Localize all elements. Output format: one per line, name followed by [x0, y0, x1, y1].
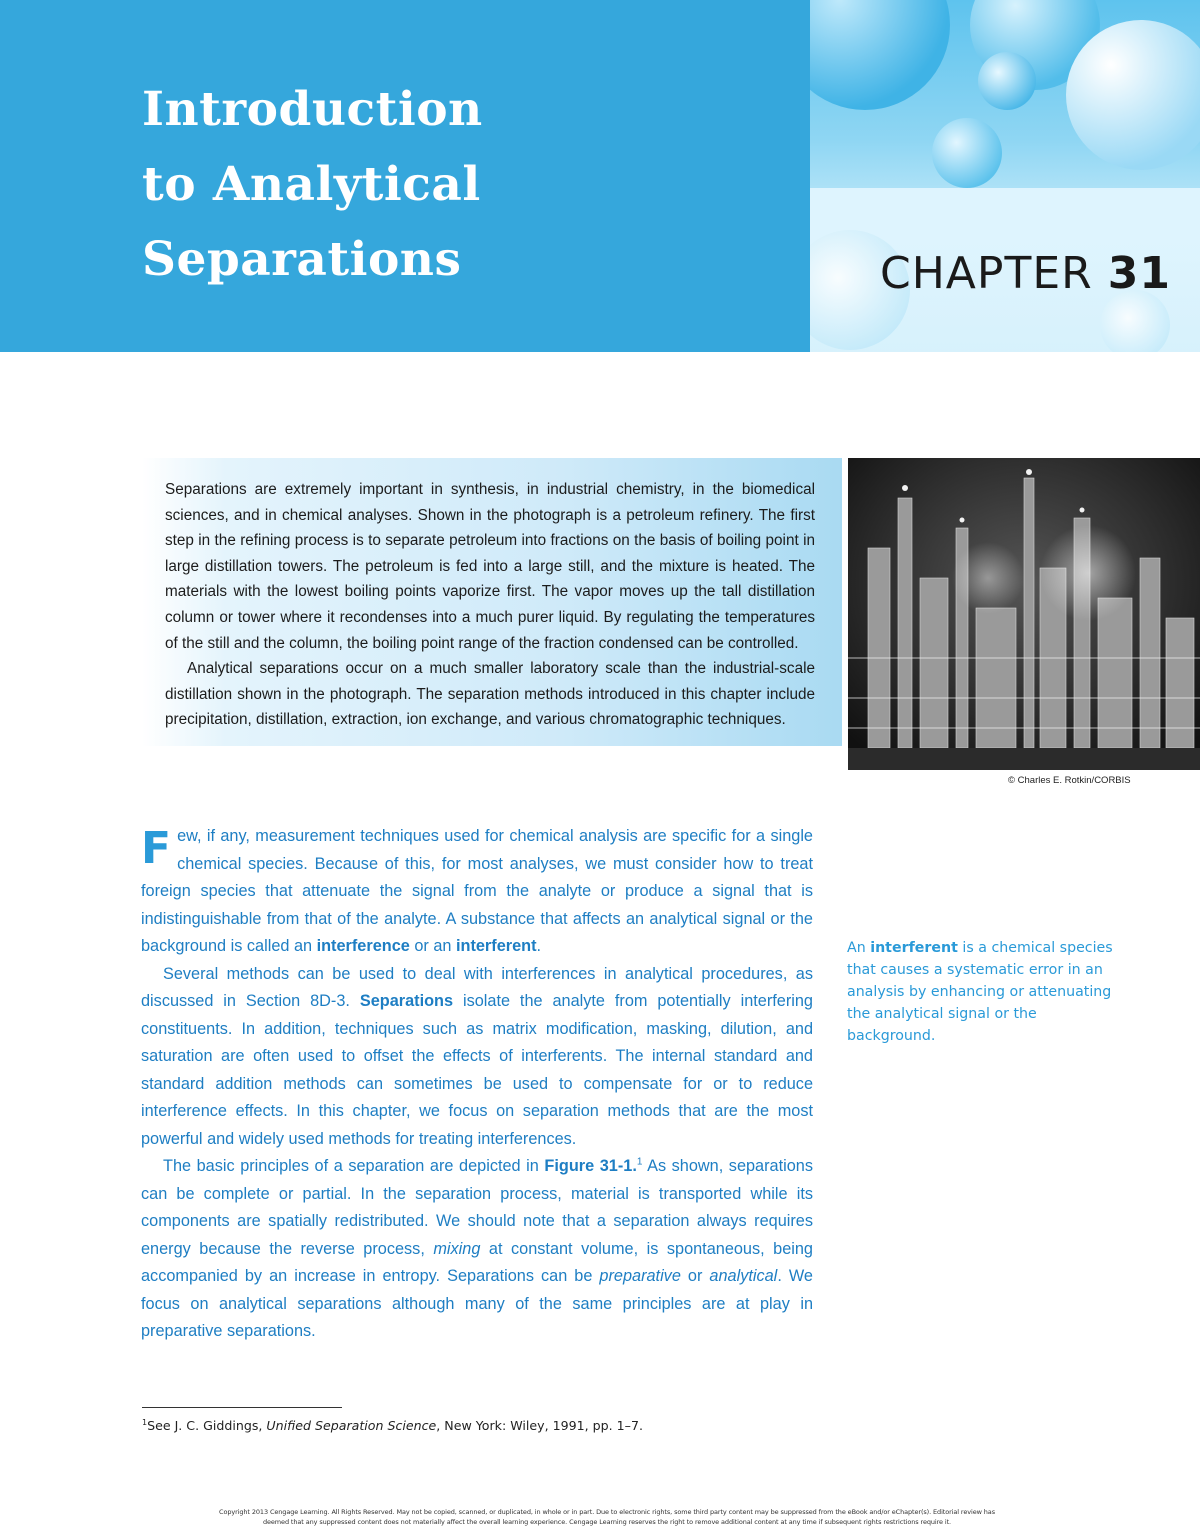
chapter-number [880, 248, 1171, 299]
text-run: at constant volume, is spontaneous, being accompanied by an increase in entropy. Separations can be [141, 1239, 813, 1285]
body-paragraph [141, 961, 813, 1154]
key-term: interferent [455, 937, 537, 955]
text-run: . We focus on analytical separations although many of the same principles are at play in preparative separations. [141, 1267, 813, 1340]
chapter-title-line: Introduction [142, 82, 483, 137]
intro-paragraph: Analytical separations occur on a much smaller laboratory scale than the industrial-scale distillation shown in the photograph. The separation methods introduced in this chapter include precipitation, distillation, extraction, ion exchange, and various chromatographic techniques. [165, 660, 815, 729]
chapter-title-line: to Analytical [142, 157, 481, 212]
text-run: See J. C. Giddings, [147, 1418, 267, 1433]
bubble-shape [810, 0, 950, 110]
emphasis: mixing [433, 1239, 481, 1258]
text-run: ew, if any, measurement techniques used for chemical analysis are specific for a single chemical species. Because of this, for most analyses, we must consider how to treat foreign species that attenuate the signal from the analyte or produce a signal that is indistinguishable from that of the analyte. A substance that affects an analytical signal or the background is called an [141, 827, 813, 955]
text-run: Several methods can be used to deal with interferences in analytical procedures, as discussed in Section 8D-3. [141, 964, 813, 1010]
text-run: or [680, 1267, 710, 1285]
bubble-shape [1066, 20, 1200, 170]
key-term: interferent [870, 940, 958, 956]
copyright-notice [112, 1507, 1102, 1527]
footnote-divider [142, 1407, 342, 1408]
figure-reference-link[interactable]: Figure 31-1. [544, 1157, 637, 1175]
chapter-label: CHAPTER [880, 248, 1093, 299]
chapter-title [142, 72, 483, 297]
intro-paragraph: Separations are extremely important in synthesis, in industrial chemistry, in the biomedical sciences, and in chemical analyses. Shown in the photograph is a petroleum refinery. The first step in the refining process is to separate petroleum into fractions on the basis of boiling point in large distillation towers. The petroleum is fed into a large still, and the mixture is heated. The materials with the lowest boiling points vaporize first. The vapor moves up the tall distillation column or tower where it recondenses into a much purer liquid. By regulating the temperatures of the still and the column, the boiling point range of the fraction condensed can be controlled. [165, 481, 815, 652]
text-run: is a chemical species that causes a systematic error in an analysis by enhancing or attenuating the analytical signal or the background. [847, 940, 1113, 1044]
copyright-line: deemed that any suppressed content does not materially affect the overall learning experience. Cengage Learning reserves the right to remove additional content at any time if subsequent rights restrictions require it. [262, 1518, 952, 1526]
intro-text [165, 477, 815, 733]
margin-definition-note [847, 937, 1127, 1047]
emphasis: preparative [599, 1267, 681, 1285]
cited-title: Unified Separation Science [266, 1418, 437, 1433]
text-run: , New York: Wiley, 1991, pp. 1–7. [436, 1418, 643, 1433]
text-run: isolate the analyte from potentially interfering constituents. In addition, techniques such as matrix modification, masking, dilution, and saturation are often used to offset the effects of interferents. The internal standard and standard addition methods can sometimes be used to compensate for or to reduce interference effects. In this chapter, we focus on separation methods that are the most powerful and widely used methods for treating interferences. [141, 992, 813, 1148]
text-run: As shown, separations can be complete or partial. In the separation process, material is transported while its components are spatially redistributed. We should note that a separation always requires energy because the reverse process, [141, 1157, 813, 1258]
key-term: interference [316, 937, 410, 955]
text-run: An [847, 940, 871, 956]
photo-credit: © Charles E. Rotkin/CORBIS [1008, 775, 1131, 786]
bubble-shape [932, 118, 1002, 188]
footnote-mark[interactable]: 1 [636, 1156, 643, 1168]
key-term: Separations [359, 992, 454, 1010]
emphasis: analytical [709, 1267, 778, 1285]
decorative-bubbles-image [810, 0, 1200, 352]
bubble-shape [978, 52, 1036, 110]
refinery-photo [848, 458, 1200, 770]
body-text [141, 823, 813, 1346]
body-paragraph [141, 1153, 813, 1346]
drop-cap: F [141, 823, 172, 874]
text-run: or an [409, 937, 456, 955]
text-run: . [536, 937, 542, 955]
chapter-number-value: 31 [1107, 248, 1171, 299]
text-run: The basic principles of a separation are depicted in [163, 1157, 545, 1175]
footnote-mark: 1 [142, 1417, 148, 1427]
chapter-title-line: Separations [142, 232, 462, 287]
footnote [142, 1418, 643, 1433]
copyright-line: Copyright 2013 Cengage Learning. All Rights Reserved. May not be copied, scanned, or duplicated, in whole or in part. Due to electronic rights, some third party content may be suppressed from the eBook and/or eChapter(s). Editorial review has [219, 1508, 995, 1516]
body-paragraph [141, 823, 813, 961]
bubble-shape [1100, 290, 1170, 352]
